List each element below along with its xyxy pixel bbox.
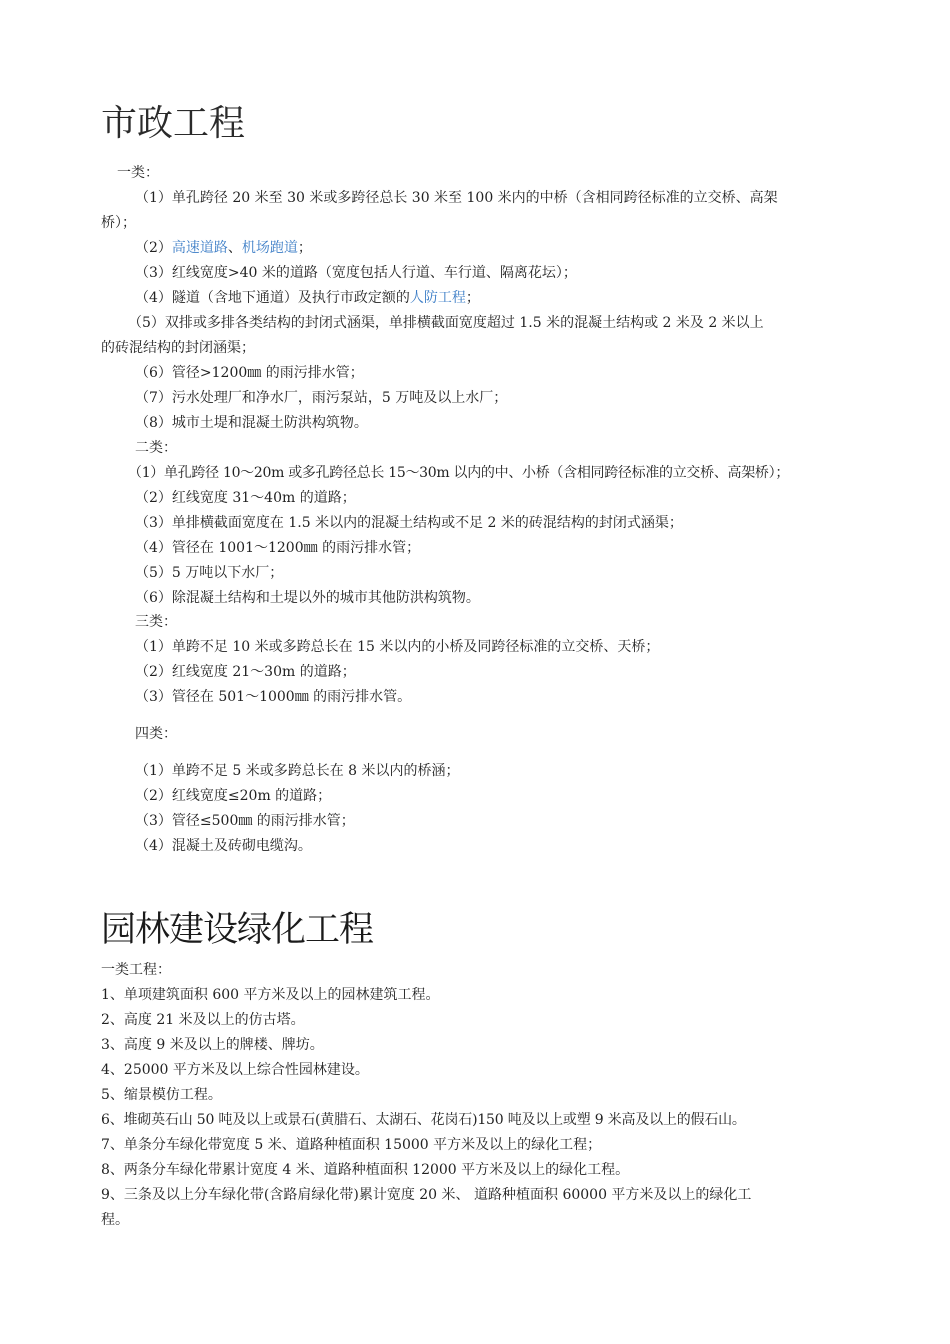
c1-item2-suffix: ； xyxy=(297,240,312,256)
class1-heading: 一类： xyxy=(117,165,159,181)
class4-heading: 四类： xyxy=(135,726,177,742)
s2-item8: 8、两条分车绿化带累计宽度 4 米、道路种植面积 12000 平方米及以上的绿化工程。 xyxy=(101,1162,630,1178)
s2-item1: 1、单项建筑面积 600 平方米及以上的园林建筑工程。 xyxy=(101,987,440,1003)
c1-item8: （8）城市土堤和混凝土防洪构筑物。 xyxy=(135,415,368,431)
c1-item7: （7）污水处理厂和净水厂，雨污泵站，5 万吨及以上水厂； xyxy=(135,390,508,406)
link-runway[interactable]: 机场跑道 xyxy=(241,240,298,256)
s2-item5: 5、缩景模仿工程。 xyxy=(101,1087,222,1103)
c1-item2-prefix: （2） xyxy=(135,240,172,256)
c3-item3: （3）管径在 501～1000㎜ 的雨污排水管。 xyxy=(135,689,412,705)
c4-item3: （3）管径≤500㎜ 的雨污排水管； xyxy=(135,813,355,829)
s2-class1-heading: 一类工程： xyxy=(101,962,171,978)
s2-item3: 3、高度 9 米及以上的牌楼、牌坊。 xyxy=(101,1037,324,1053)
link-expressway[interactable]: 高速道路 xyxy=(171,240,228,256)
c1-item2 xyxy=(135,236,312,260)
c2-item4: （4）管径在 1001～1200㎜ 的雨污排水管； xyxy=(135,540,421,556)
c1-item5-line2: 的砖混结构的封闭涵渠； xyxy=(101,340,255,356)
c1-item4-prefix: （4）隧道（含地下通道）及执行市政定额的 xyxy=(135,290,410,306)
c1-item1-line2: 桥）； xyxy=(101,215,136,231)
c4-item1: （1）单跨不足 5 米或多跨总长在 8 米以内的桥涵； xyxy=(135,763,460,779)
c2-item3: （3）单排横截面宽度在 1.5 米以内的混凝土结构或不足 2 米的砖混结构的封闭式涵渠； xyxy=(135,515,683,531)
link-civil-defense[interactable]: 人防工程 xyxy=(409,290,466,306)
c2-item1: （1）单孔跨径 10～20m 或多孔跨径总长 15～30m 以内的中、小桥（含相同跨径标准的立交桥、高架桥）； xyxy=(128,465,790,481)
c2-item2: （2）红线宽度 31～40m 的道路； xyxy=(135,490,356,506)
c2-item6: （6）除混凝土结构和土堤以外的城市其他防洪构筑物。 xyxy=(135,590,480,606)
section-title-municipal: 市政工程 xyxy=(101,103,246,144)
c1-item4-suffix: ； xyxy=(465,290,480,306)
c1-item3: （3）红线宽度>40 米的道路（宽度包括人行道、车行道、隔离花坛）； xyxy=(135,265,577,281)
class3-heading: 三类： xyxy=(135,614,177,630)
c1-item4 xyxy=(135,286,480,310)
s2-item6: 6、堆砌英石山 50 吨及以上或景石(黄腊石、太湖石、花岗石)150 吨及以上或塑 9 米高及以上的假石山。 xyxy=(101,1112,746,1128)
c4-item4: （4）混凝土及砖砌电缆沟。 xyxy=(135,838,312,854)
c3-item1: （1）单跨不足 10 米或多跨总长在 15 米以内的小桥及同跨径标准的立交桥、天桥； xyxy=(135,639,660,655)
s2-item7: 7、单条分车绿化带宽度 5 米、道路种植面积 15000 平方米及以上的绿化工程； xyxy=(101,1137,602,1153)
c3-item2: （2）红线宽度 21～30m 的道路； xyxy=(135,664,356,680)
c4-item2: （2）红线宽度≤20m 的道路； xyxy=(135,788,332,804)
section-title-landscape: 园林建设绿化工程 xyxy=(101,910,374,950)
c1-item2-sep: 、 xyxy=(227,240,242,256)
s2-item4: 4、25000 平方米及以上综合性园林建设。 xyxy=(101,1062,369,1078)
c2-item5: （5）5 万吨以下水厂； xyxy=(135,565,284,581)
s2-item9-line2: 程。 xyxy=(101,1212,129,1228)
s2-item9-line1: 9、三条及以上分车绿化带(含路肩绿化带)累计宽度 20 米、 道路种植面积 60000 平方米及以上的绿化工 xyxy=(101,1187,752,1203)
class2-heading: 二类： xyxy=(135,440,177,456)
c1-item6: （6）管径>1200㎜ 的雨污排水管； xyxy=(135,365,364,381)
c1-item5-line1: （5）双排或多排各类结构的封闭式涵渠，单排横截面宽度超过 1.5 米的混凝土结构或 2 米及 2 米以上 xyxy=(128,315,764,331)
c1-item1-line1: （1）单孔跨径 20 米至 30 米或多跨径总长 30 米至 100 米内的中桥（含相同跨径标准的立交桥、高架 xyxy=(135,190,778,206)
s2-item2: 2、高度 21 米及以上的仿古塔。 xyxy=(101,1012,305,1028)
